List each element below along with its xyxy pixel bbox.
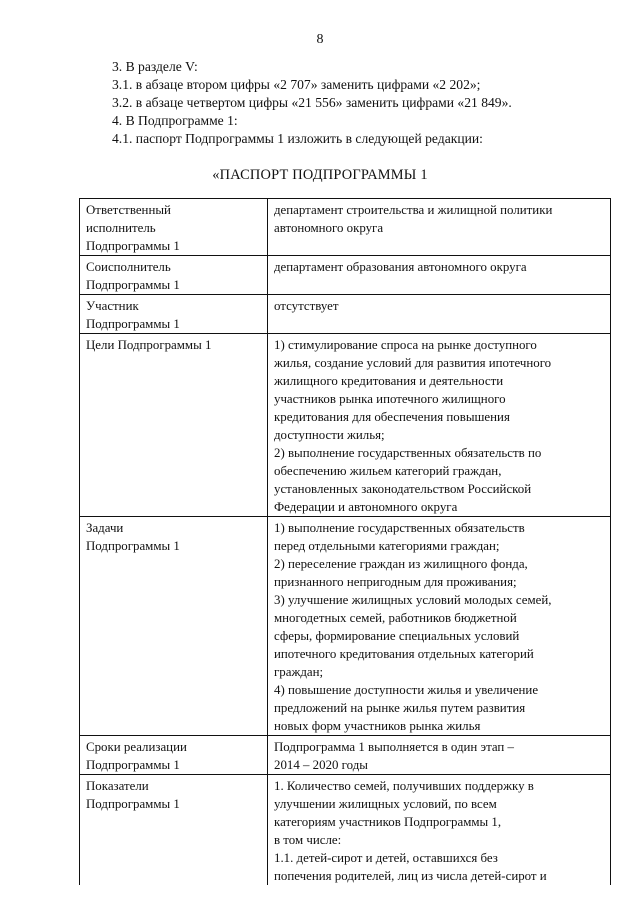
- passport-value-line: обеспечению жильем категорий граждан,: [274, 464, 502, 478]
- passport-label-cell: [80, 199, 268, 256]
- passport-value-line: 1) выполнение государственных обязательств: [274, 521, 525, 535]
- passport-value-line: жилищного кредитования и деятельности: [274, 374, 504, 388]
- passport-value-line: 2) выполнение государственных обязательств по: [274, 446, 542, 460]
- passport-label-cell: [80, 775, 268, 886]
- passport-value-line: ипотечного кредитования отдельных категорий: [274, 647, 534, 661]
- intro-paragraphs: [112, 58, 612, 148]
- passport-value-line: жилья, создание условий для развития ипотечного: [274, 356, 552, 370]
- passport-value-line: признанного непригодным для проживания;: [274, 575, 517, 589]
- intro-line: 3. В разделе V:: [112, 59, 198, 74]
- passport-value-line: кредитования для обеспечения повышения: [274, 410, 510, 424]
- passport-row: [80, 334, 611, 517]
- passport-value-line: предложений на рынке жилья путем развития: [274, 701, 526, 715]
- passport-value-line: 1.1. детей-сирот и детей, оставшихся без: [274, 851, 498, 865]
- passport-label-line: Сроки реализации: [86, 740, 187, 754]
- passport-value-cell: [268, 736, 611, 775]
- intro-line: 4.1. паспорт Подпрограммы 1 изложить в следующей редакции:: [112, 131, 483, 146]
- passport-row: [80, 775, 611, 886]
- passport-label-line: Задачи: [86, 521, 124, 535]
- passport-value-line: 4) повышение доступности жилья и увеличение: [274, 683, 539, 697]
- passport-value-cell: [268, 775, 611, 886]
- passport-heading: «ПАСПОРТ ПОДПРОГРАММЫ 1: [212, 167, 428, 183]
- passport-label-line: Подпрограммы 1: [86, 278, 180, 292]
- passport-label-line: Подпрограммы 1: [86, 539, 180, 553]
- passport-row: [80, 736, 611, 775]
- passport-label-line: Участник: [86, 299, 139, 313]
- passport-label-line: Цели Подпрограммы 1: [86, 338, 212, 352]
- passport-label-cell: [80, 517, 268, 736]
- intro-line: 4. В Подпрограмме 1:: [112, 113, 238, 128]
- passport-value-line: сферы, формирование специальных условий: [274, 629, 520, 643]
- passport-value-line: 2) переселение граждан из жилищного фонда,: [274, 557, 528, 571]
- passport-value-line: департамент строительства и жилищной политики: [274, 203, 553, 217]
- passport-label-line: Показатели: [86, 779, 149, 793]
- passport-value-line: Федерации и автономного округа: [274, 500, 458, 514]
- passport-label-line: Подпрограммы 1: [86, 239, 180, 253]
- passport-value-line: многодетных семей, работников бюджетной: [274, 611, 517, 625]
- passport-label-cell: [80, 295, 268, 334]
- passport-label-cell: [80, 334, 268, 517]
- passport-value-line: попечения родителей, лиц из числа детей-сирот и: [274, 869, 547, 883]
- passport-value-cell: [268, 334, 611, 517]
- passport-value-line: 2014 – 2020 годы: [274, 758, 368, 772]
- passport-value-cell: [268, 517, 611, 736]
- passport-label-cell: [80, 256, 268, 295]
- passport-value-line: в том числе:: [274, 833, 342, 847]
- passport-label-cell: [80, 736, 268, 775]
- intro-line: 3.1. в абзаце втором цифры «2 707» заменить цифрами «2 202»;: [112, 77, 481, 92]
- passport-value-line: Подпрограмма 1 выполняется в один этап –: [274, 740, 514, 754]
- passport-label-line: исполнитель: [86, 221, 156, 235]
- page-number: 8: [316, 32, 324, 47]
- passport-value-cell: [268, 256, 611, 295]
- passport-row: [80, 517, 611, 736]
- passport-label-line: Соисполнитель: [86, 260, 171, 274]
- passport-label-line: Подпрограммы 1: [86, 758, 180, 772]
- passport-label-line: Подпрограммы 1: [86, 317, 180, 331]
- passport-value-line: улучшении жилищных условий, по всем: [274, 797, 497, 811]
- passport-value-line: граждан;: [274, 665, 324, 679]
- passport-value-cell: [268, 295, 611, 334]
- passport-row: [80, 256, 611, 295]
- passport-table: [79, 198, 611, 885]
- passport-value-line: новых форм участников рынка жилья: [274, 719, 481, 733]
- passport-value-line: автономного округа: [274, 221, 384, 235]
- passport-value-line: перед отдельными категориями граждан;: [274, 539, 500, 553]
- passport-value-line: доступности жилья;: [274, 428, 385, 442]
- passport-value-line: 1) стимулирование спроса на рынке доступного: [274, 338, 537, 352]
- passport-value-line: категориям участников Подпрограммы 1,: [274, 815, 502, 829]
- passport-value-line: 1. Количество семей, получивших поддержку в: [274, 779, 534, 793]
- passport-row: [80, 199, 611, 256]
- passport-label-line: Ответственный: [86, 203, 171, 217]
- passport-value-cell: [268, 199, 611, 256]
- passport-value-line: 3) улучшение жилищных условий молодых семей,: [274, 593, 552, 607]
- intro-line: 3.2. в абзаце четвертом цифры «21 556» заменить цифрами «21 849».: [112, 95, 512, 110]
- passport-value-line: установленных законодательством Российской: [274, 482, 532, 496]
- passport-row: [80, 295, 611, 334]
- passport-label-line: Подпрограммы 1: [86, 797, 180, 811]
- passport-value-line: участников рынка ипотечного жилищного: [274, 392, 506, 406]
- passport-value-line: департамент образования автономного округа: [274, 260, 527, 274]
- passport-value-line: отсутствует: [274, 299, 339, 313]
